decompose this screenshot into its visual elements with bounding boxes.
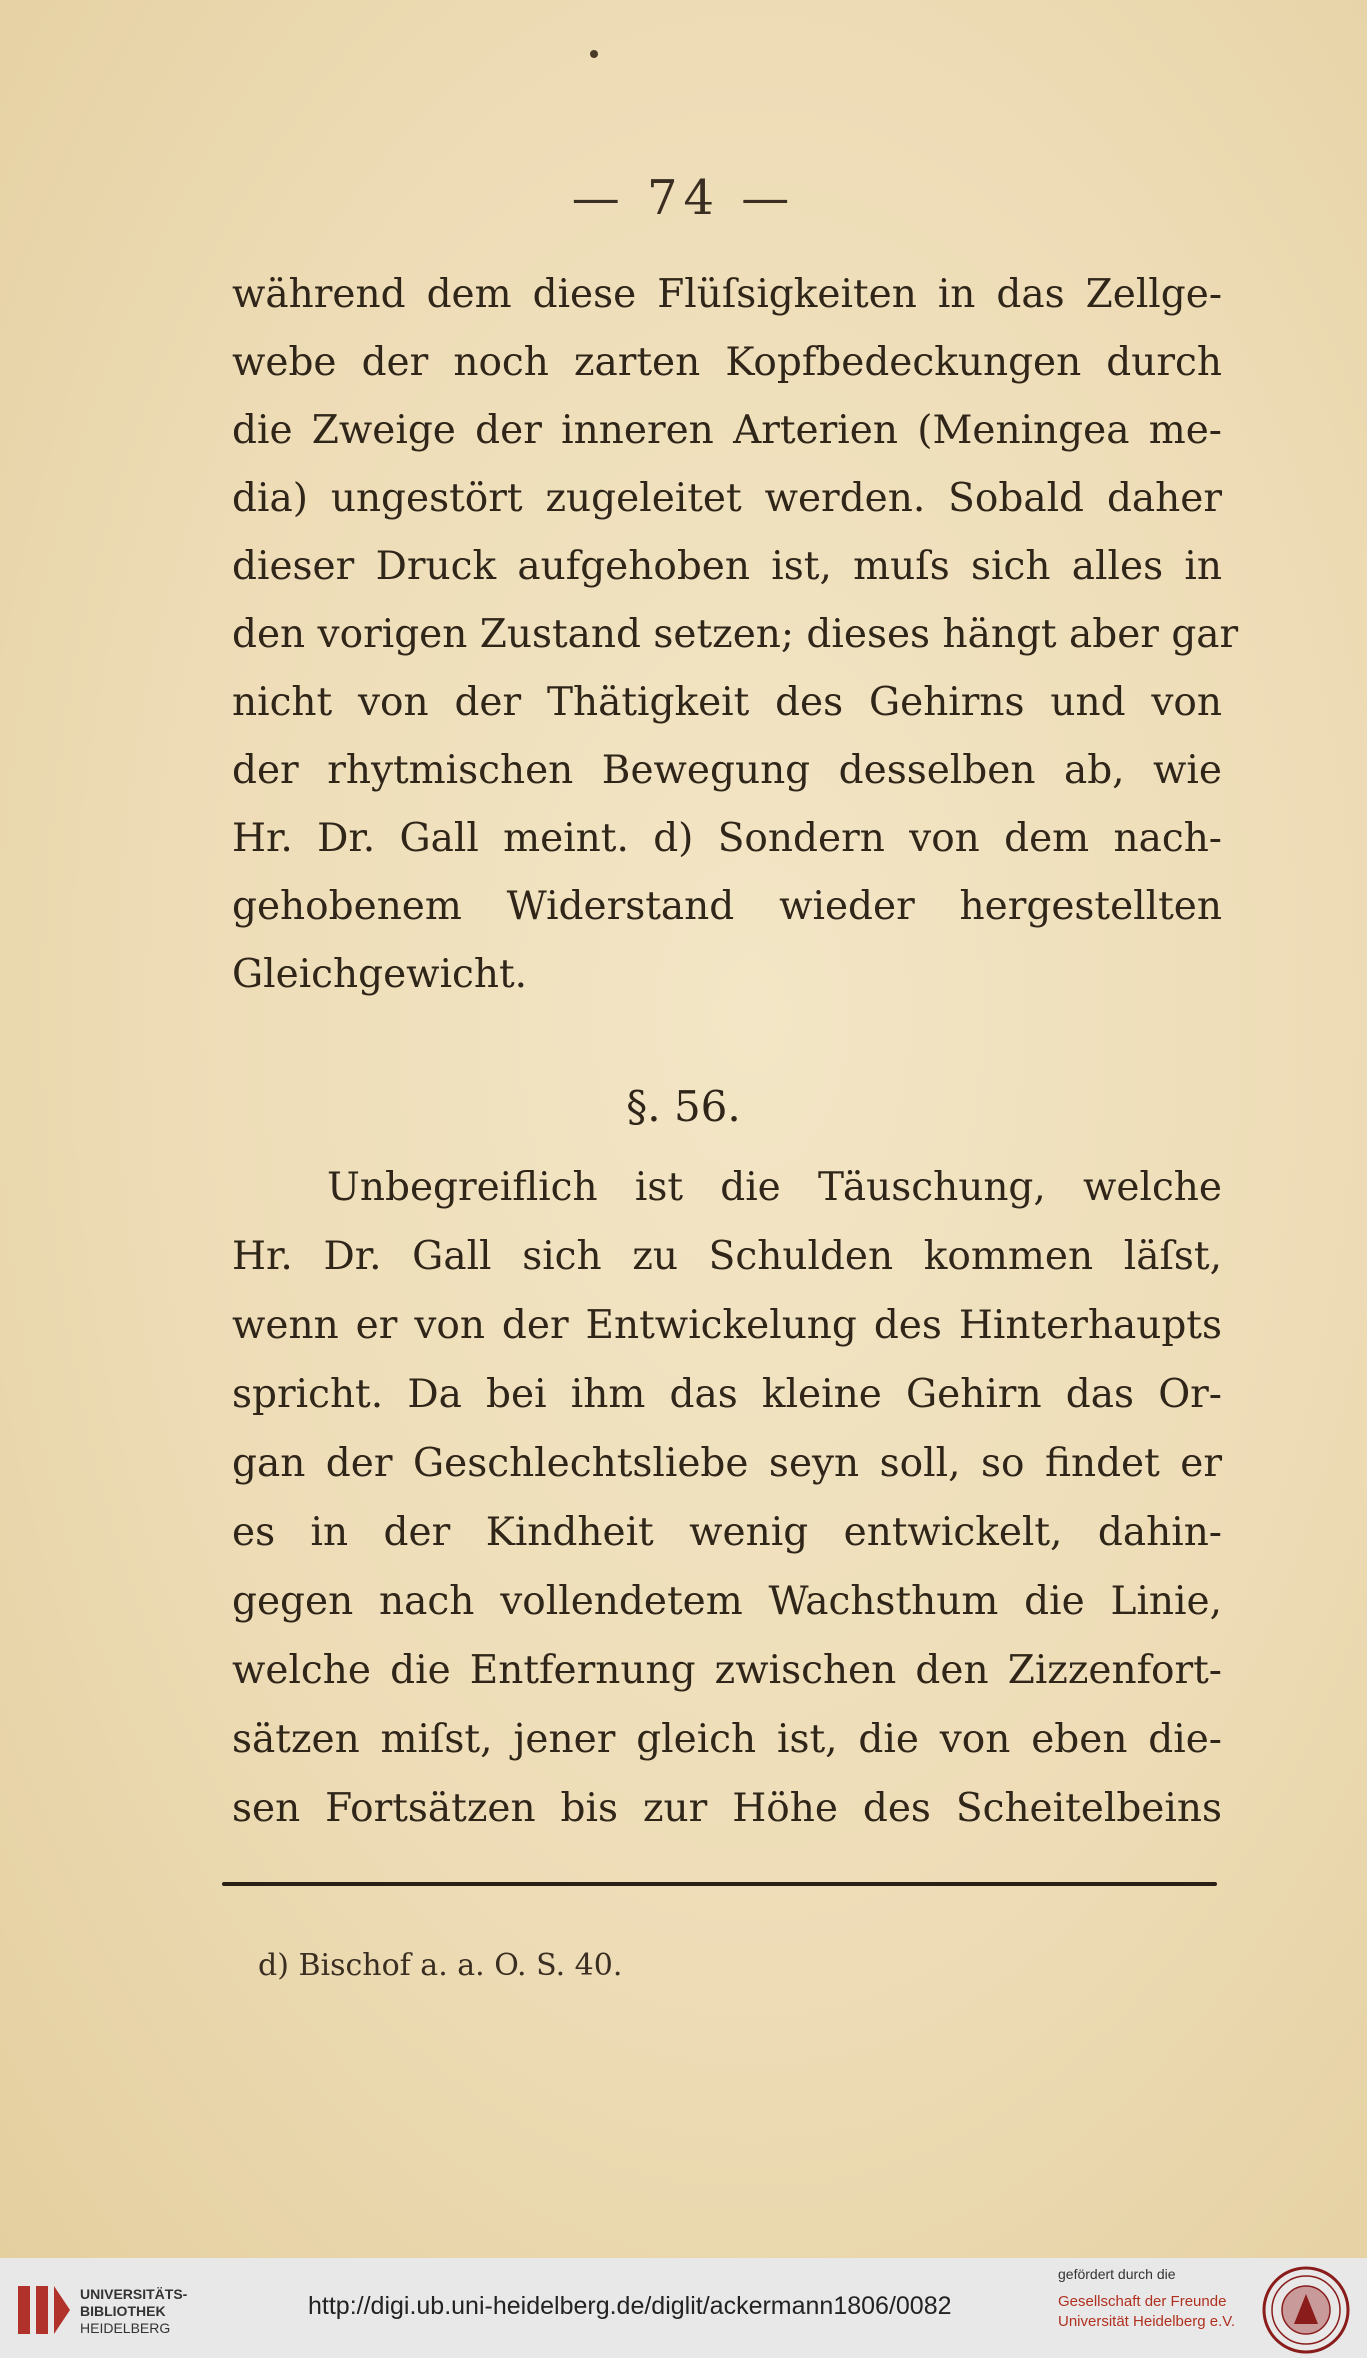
text-line: gehobenem Widerstand wieder hergestellten <box>232 884 1222 929</box>
text-line: nicht von der Thätigkeit des Gehirns und von <box>232 680 1222 725</box>
section-heading: §. 56. <box>626 1082 741 1131</box>
library-name-line: HEIDELBERG <box>80 2320 171 2336</box>
text-line: den vorigen Zustand setzen; dieses hängt aber gar <box>232 612 1239 657</box>
library-name-line: BIBLIOTHEK <box>80 2303 166 2319</box>
library-name-line: UNIVERSITÄTS- <box>80 2286 188 2302</box>
footnote-rule <box>222 1882 1217 1886</box>
text-line: Unbegreiflich ist die Täuschung, welche <box>327 1165 1222 1210</box>
text-line: sen Fortsätzen bis zur Höhe des Scheitelbeins <box>232 1786 1222 1831</box>
text-line: webe der noch zarten Kopfbedeckungen durch <box>232 340 1222 385</box>
footer-bar <box>0 2258 1367 2358</box>
text-line: sätzen miſst, jener gleich ist, die von eben die- <box>232 1717 1222 1762</box>
text-line: gegen nach vollendetem Wachsthum die Linie, <box>232 1579 1222 1624</box>
footnote: d) Bischof a. a. O. S. 40. <box>258 1948 623 1983</box>
text-line: Gleichgewicht. <box>232 952 528 997</box>
text-line: spricht. Da bei ihm das kleine Gehirn das Or- <box>232 1372 1222 1417</box>
text-line: der rhytmischen Bewegung desselben ab, wie <box>232 748 1222 793</box>
text-line: die Zweige der inneren Arterien (Meningea me- <box>232 408 1222 453</box>
text-line: es in der Kindheit wenig entwickelt, dahin- <box>232 1510 1222 1555</box>
text-line: während dem diese Flüſsigkeiten in das Zellge- <box>232 272 1222 317</box>
text-line: Hr. Dr. Gall meint. d) Sondern von dem nach- <box>232 816 1222 861</box>
university-library-logo-icon[interactable] <box>14 2280 74 2340</box>
text-line: gan der Geschlechtsliebe seyn soll, so findet er <box>232 1441 1222 1486</box>
funded-by-label: gefördert durch die <box>1058 2266 1176 2282</box>
page-number: — 74 — <box>571 170 796 226</box>
text-line: Hr. Dr. Gall sich zu Schulden kommen läſst, <box>232 1234 1222 1279</box>
library-name <box>80 2286 187 2337</box>
funder-name-line: Gesellschaft der Freunde <box>1058 2293 1227 2310</box>
text-line: wenn er von der Entwickelung des Hinterhaupts <box>232 1303 1222 1348</box>
text-line: dia) ungestört zugeleitet werden. Sobald daher <box>232 476 1222 521</box>
university-seal-icon[interactable] <box>1262 2266 1350 2354</box>
text-line: welche die Entfernung zwischen den Zizzenfort- <box>232 1648 1222 1693</box>
permalink-url[interactable]: http://digi.ub.uni-heidelberg.de/diglit/ackermann1806/0082 <box>308 2292 952 2320</box>
funder-name[interactable] <box>1058 2292 1235 2332</box>
text-line: dieser Druck aufgehoben ist, muſs sich alles in <box>232 544 1222 589</box>
ink-speck <box>590 50 598 58</box>
funder-name-line: Universität Heidelberg e.V. <box>1058 2313 1236 2330</box>
